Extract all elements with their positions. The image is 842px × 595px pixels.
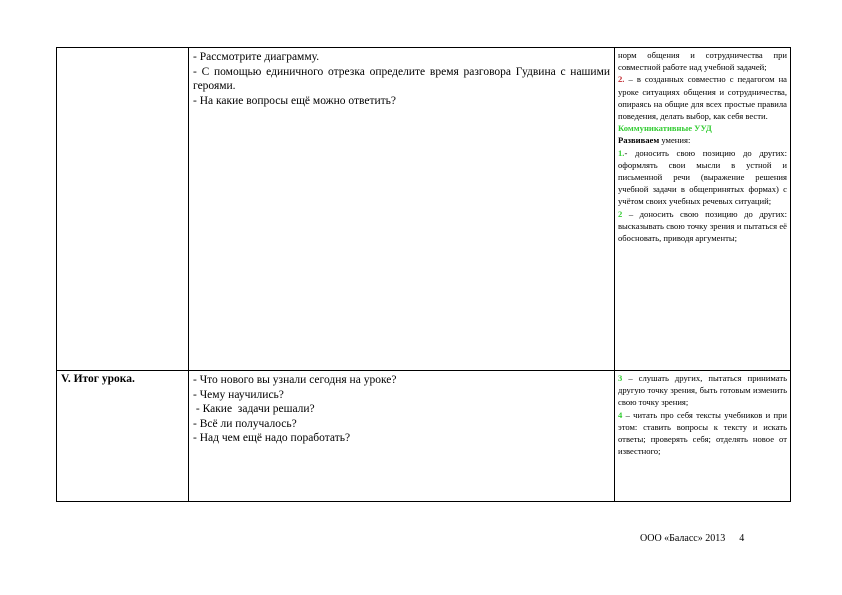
activity-line: - С помощью единичного отрезка определите время разговора Гудвина с нашими героями. (193, 65, 610, 92)
table-row (57, 48, 791, 371)
uud-item (618, 409, 787, 458)
item-text: – слушать других, пытаться принимать другую точку зрения, быть готовым изменить свою точку зрения; (618, 373, 787, 408)
activity-line: - Всё ли получалось? (193, 417, 297, 430)
uud-item (618, 372, 787, 409)
activity-line: - На какие вопросы ещё можно ответить? (193, 94, 397, 107)
uud-text: норм общения и сотрудничества при совместной работе над учебной задачей; (618, 50, 787, 73)
stage-cell: V. Итог урока. (57, 371, 189, 502)
item-number: 1. (618, 147, 625, 158)
communicative-header: Коммуникативные УУД (618, 123, 712, 134)
uud-item (618, 73, 787, 122)
item-number: 2 (618, 208, 623, 219)
uud-item (618, 147, 787, 208)
activity-line: - Чему научились? (193, 388, 284, 401)
uud-develop (618, 134, 787, 146)
uud-cell (615, 371, 791, 502)
uud-item (618, 208, 787, 245)
activities-cell (189, 371, 615, 502)
item-text: - доносить свою позицию до других: оформлять свои мысли в устной и письменной речи (выражение решения учебной задачи в общепринятых формах) с учётом своих учебных речевых ситуаций; (618, 147, 787, 207)
item-text: – доносить свою позицию до других: высказывать свою точку зрения и пытаться её обосновать, приводя аргументы; (618, 208, 787, 244)
table-row (57, 371, 791, 502)
page-footer (640, 533, 786, 544)
develop-bold: Развиваем (618, 135, 660, 146)
activities-cell (189, 48, 615, 371)
item-number: 4 (618, 409, 623, 420)
stage-cell (57, 48, 189, 371)
item-text: – читать про себя тексты учебников и при этом: ставить вопросы к тексту и искать ответы; проверять себя; отделять новое от известного; (618, 409, 787, 457)
page-number: 4 (739, 533, 745, 544)
item-number: 3 (618, 373, 623, 383)
uud-cell (615, 48, 791, 371)
lesson-table (56, 47, 791, 502)
footer-company: ООО «Баласс» 2013 (640, 533, 726, 544)
activity-line: - Что нового вы узнали сегодня на уроке? (193, 374, 397, 386)
activity-line: - Над чем ещё надо поработать? (193, 432, 351, 444)
activity-line: - Какие задачи решали? (193, 403, 315, 415)
uud-header (618, 122, 787, 134)
item-number: 2. (618, 74, 625, 85)
activity-line: - Рассмотрите диаграмму. (193, 51, 320, 63)
item-text: – в созданных совместно с педагогом на уроке ситуациях общения и сотрудничества, опираясь на общие для всех простые правила поведения, делать выбор, как себя вести. (618, 74, 787, 122)
develop-rest: умения: (659, 135, 691, 146)
